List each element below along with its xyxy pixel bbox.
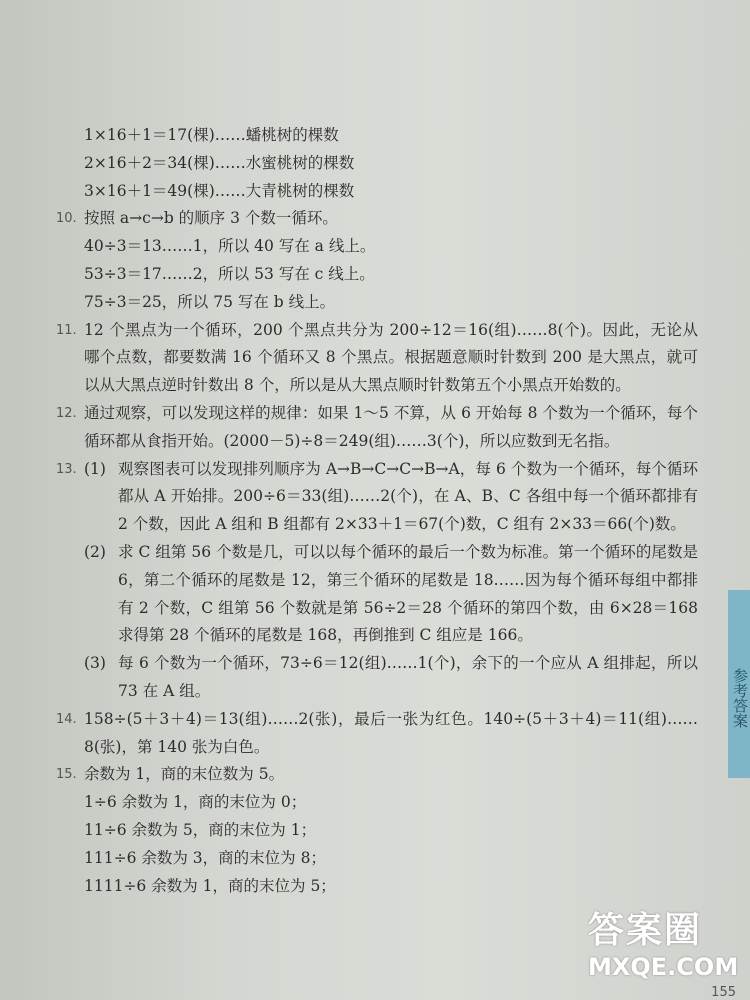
watermark-url: MXQE.COM [588, 953, 739, 981]
subpart-label: (2) [84, 542, 106, 561]
paragraph: 通过观察，可以发现这样的规律：如果 1～5 不算，从 6 开始每 8 个数为一个循环，每个循环都从食指开始。(2000－5)÷8＝249(组)……3(个)，所以应数到无名指。 [84, 403, 698, 450]
question-number: 13. [56, 461, 77, 477]
text-line: 1111÷6 余数为 1，商的末位为 5； [84, 876, 336, 895]
paragraph: 158÷(5＋3＋4)＝13(组)……2(张)，最后一张为红色。140÷(5＋3＋4)＝11(组)……8(张)，第 140 张为白色。 [84, 709, 698, 756]
side-tab-reference-answers: 参考答案 [728, 590, 750, 778]
question-number: 15. [56, 767, 77, 783]
watermark-title: 答案圈 [588, 910, 703, 951]
text-line: 3×16＋1＝49(棵)……大青桃树的棵数 [84, 181, 355, 200]
subpart-3 [58, 650, 698, 706]
question-number: 11. [56, 322, 77, 338]
text-line: 余数为 1，商的末位数为 5。 [84, 765, 285, 784]
page-number: 155 [711, 985, 736, 1000]
question-15 [58, 761, 698, 900]
question-number: 10. [56, 211, 77, 227]
question-12 [58, 400, 698, 456]
paragraph: 12 个黑点为一个循环，200 个黑点共分为 200÷12＝16(组)……8(个)。因此，无论从哪个点数，都要数满 16 个循环又 8 个黑点。根据题意顺时针数到 200 是大黑点，就可以从大黑点逆时针数出 8 个，所以是从大黑点顺时针数第五个小黑点开始数的。 [84, 320, 698, 395]
question-number: 14. [56, 711, 77, 727]
question-14 [58, 706, 698, 762]
subpart-label: (3) [84, 654, 106, 673]
text-line: 1÷6 余数为 1，商的末位为 0； [84, 793, 307, 812]
subpart-1 [58, 456, 698, 539]
text-line: 2×16＋2＝34(棵)……水蜜桃树的棵数 [84, 153, 355, 172]
text-line: 75÷3＝25，所以 75 写在 b 线上。 [84, 292, 336, 311]
question-11 [58, 317, 698, 400]
text-line: 按照 a→c→b 的顺序 3 个数一循环。 [84, 209, 338, 228]
paragraph: 求 C 组第 56 个数是几，可以以每个循环的最后一个数为标准。第一个循环的尾数是 6，第二个循环的尾数是 12，第三个循环的尾数是 18……因为每个循环每组中都排有 2 个数，C 组第 56 个数就是第 56÷2＝28 个循环的第四个数，由 6×28＝168 求得第 28 个循环的尾数是 168，再倒推到 C 组应是 166。 [118, 542, 698, 645]
question-10 [58, 205, 698, 316]
text-line: 1×16＋1＝17(棵)……蟠桃树的棵数 [84, 126, 339, 144]
text-line: 11÷6 余数为 5，商的末位为 1； [84, 820, 317, 839]
text-line: 40÷3＝13……1，所以 40 写在 a 线上。 [84, 237, 376, 256]
text-line: 53÷3＝17……2，所以 53 写在 c 线上。 [84, 264, 375, 283]
text-line: 111÷6 余数为 3，商的末位为 8； [84, 848, 326, 867]
watermark-logo [588, 902, 738, 992]
question-number: 12. [56, 405, 77, 421]
subpart-label: (1) [84, 459, 106, 478]
answer-content [58, 122, 698, 900]
paragraph: 每 6 个数为一个循环，73÷6＝12(组)……1(个)，余下的一个应从 A 组排起，所以 73 在 A 组。 [118, 654, 698, 700]
subpart-2 [58, 539, 698, 650]
question-13 [58, 456, 698, 706]
paragraph: 观察图表可以发现排列顺序为 A→B→C→C→B→A，每 6 个数为一个循环，每个循环都从 A 开始排。200÷6＝33(组)……2(个)，在 A、B、C 各组中每一个循环都排有 2 个数，因此 A 组和 B 组都有 2×33＋1＝67(个)数，C 组有 2×33＝66(个)数。 [118, 459, 698, 534]
